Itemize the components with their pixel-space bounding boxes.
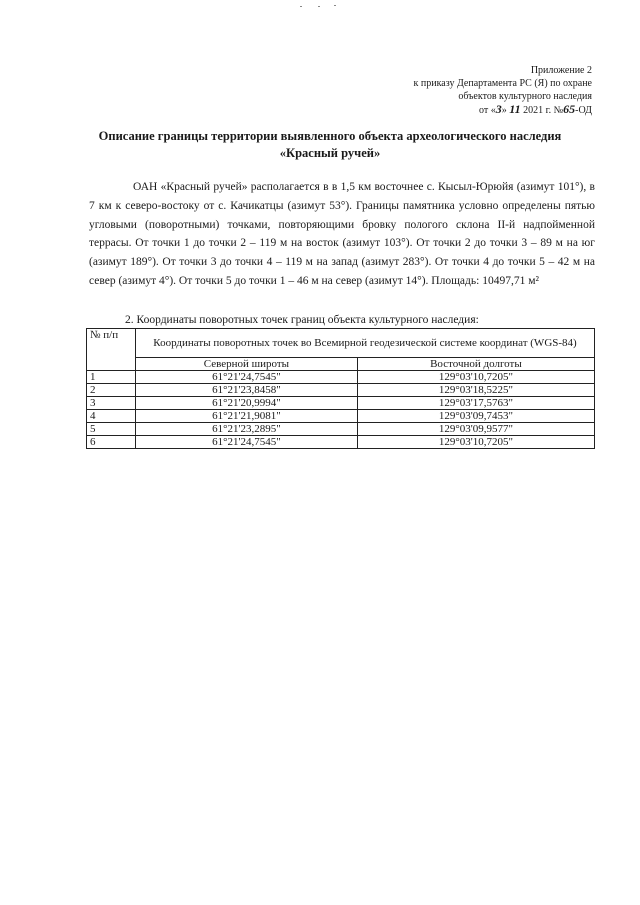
annex-line-3: объектов культурного наследия: [458, 91, 592, 102]
point-latitude: 61°21'23,2895": [136, 423, 358, 436]
section-heading: 2. Координаты поворотных точек границ объекта культурного наследия:: [125, 314, 479, 326]
scan-speck: [318, 6, 320, 7]
point-latitude: 61°21'23,8458": [136, 384, 358, 397]
number-column-header: № п/п: [87, 329, 136, 371]
point-latitude: 61°21'20,9994": [136, 397, 358, 410]
annex-line-1: Приложение 2: [530, 65, 592, 76]
point-longitude: 129°03'09,9577": [357, 423, 594, 436]
annex-order-number: 65: [563, 102, 576, 116]
title-line-2: «Красный ручей»: [279, 146, 381, 160]
annex-date-day: 3: [495, 102, 502, 116]
table-row: [87, 384, 595, 397]
boundary-description: ОАН «Красный ручей» располагается в в 1,5 км восточнее с. Кысыл-Юрюйя (азимут 101°), в 7 км к северо-востоку от с. Качикатцы (азимут 53°). Границы памятника условно определены пятью угловыми (поворотными) точками, повторяющими бровку пологого склона II-й надпойменной террасы. От точки 1 до точки 2 – 119 м на восток (азимут 103°). От точки 2 до точки 3 – 89 м на юг (азимут 189°). От точки 3 до точки 4 – 119 м на запад (азимут 283°). От точки 4 до точки 5 – 42 м на север (азимут 4°). От точки 5 до точки 1 – 46 м на север (азимут 14°). Площадь: 10497,71 м²: [89, 181, 595, 287]
document-title: [60, 128, 600, 162]
annex-date-month: 11: [509, 102, 521, 116]
annex-line-2: к приказу Департамента РС (Я) по охране: [413, 78, 592, 89]
coordinates-table: [86, 328, 595, 449]
table-row: [87, 410, 595, 423]
point-latitude: 61°21'24,7545": [136, 371, 358, 384]
table-row: [87, 423, 595, 436]
point-latitude: 61°21'21,9081": [136, 410, 358, 423]
point-longitude: 129°03'09,7453": [357, 410, 594, 423]
point-longitude: 129°03'10,7205": [357, 371, 594, 384]
scan-speck: [300, 6, 302, 7]
annex-date-line: [332, 103, 592, 117]
point-number: 2: [87, 384, 136, 397]
table-row: [87, 371, 595, 384]
annex-date-year: 2021 г. №: [520, 105, 564, 116]
annex-order-suffix: -ОД: [575, 105, 592, 116]
annex-date-prefix: от «: [479, 105, 496, 116]
longitude-column-header: Восточной долготы: [357, 358, 594, 371]
point-longitude: 129°03'10,7205": [357, 436, 594, 449]
table-header-row: [87, 329, 595, 358]
point-number: 1: [87, 371, 136, 384]
point-longitude: 129°03'17,5763": [357, 397, 594, 410]
point-latitude: 61°21'24,7545": [136, 436, 358, 449]
table-subheader-row: [87, 358, 595, 371]
table-row: [87, 436, 595, 449]
point-number: 3: [87, 397, 136, 410]
latitude-column-header: Северной широты: [136, 358, 358, 371]
point-longitude: 129°03'18,5225": [357, 384, 594, 397]
table-row: [87, 397, 595, 410]
coordinates-column-header: Координаты поворотных точек во Всемирной геодезической системе координат (WGS-84): [136, 329, 595, 358]
point-number: 6: [87, 436, 136, 449]
annex-date-mid: »: [501, 105, 510, 116]
point-number: 5: [87, 423, 136, 436]
point-number: 4: [87, 410, 136, 423]
scan-speck: [334, 5, 336, 6]
title-line-1: Описание границы территории выявленного объекта археологического наследия: [98, 129, 562, 143]
annex-header: [332, 64, 592, 117]
